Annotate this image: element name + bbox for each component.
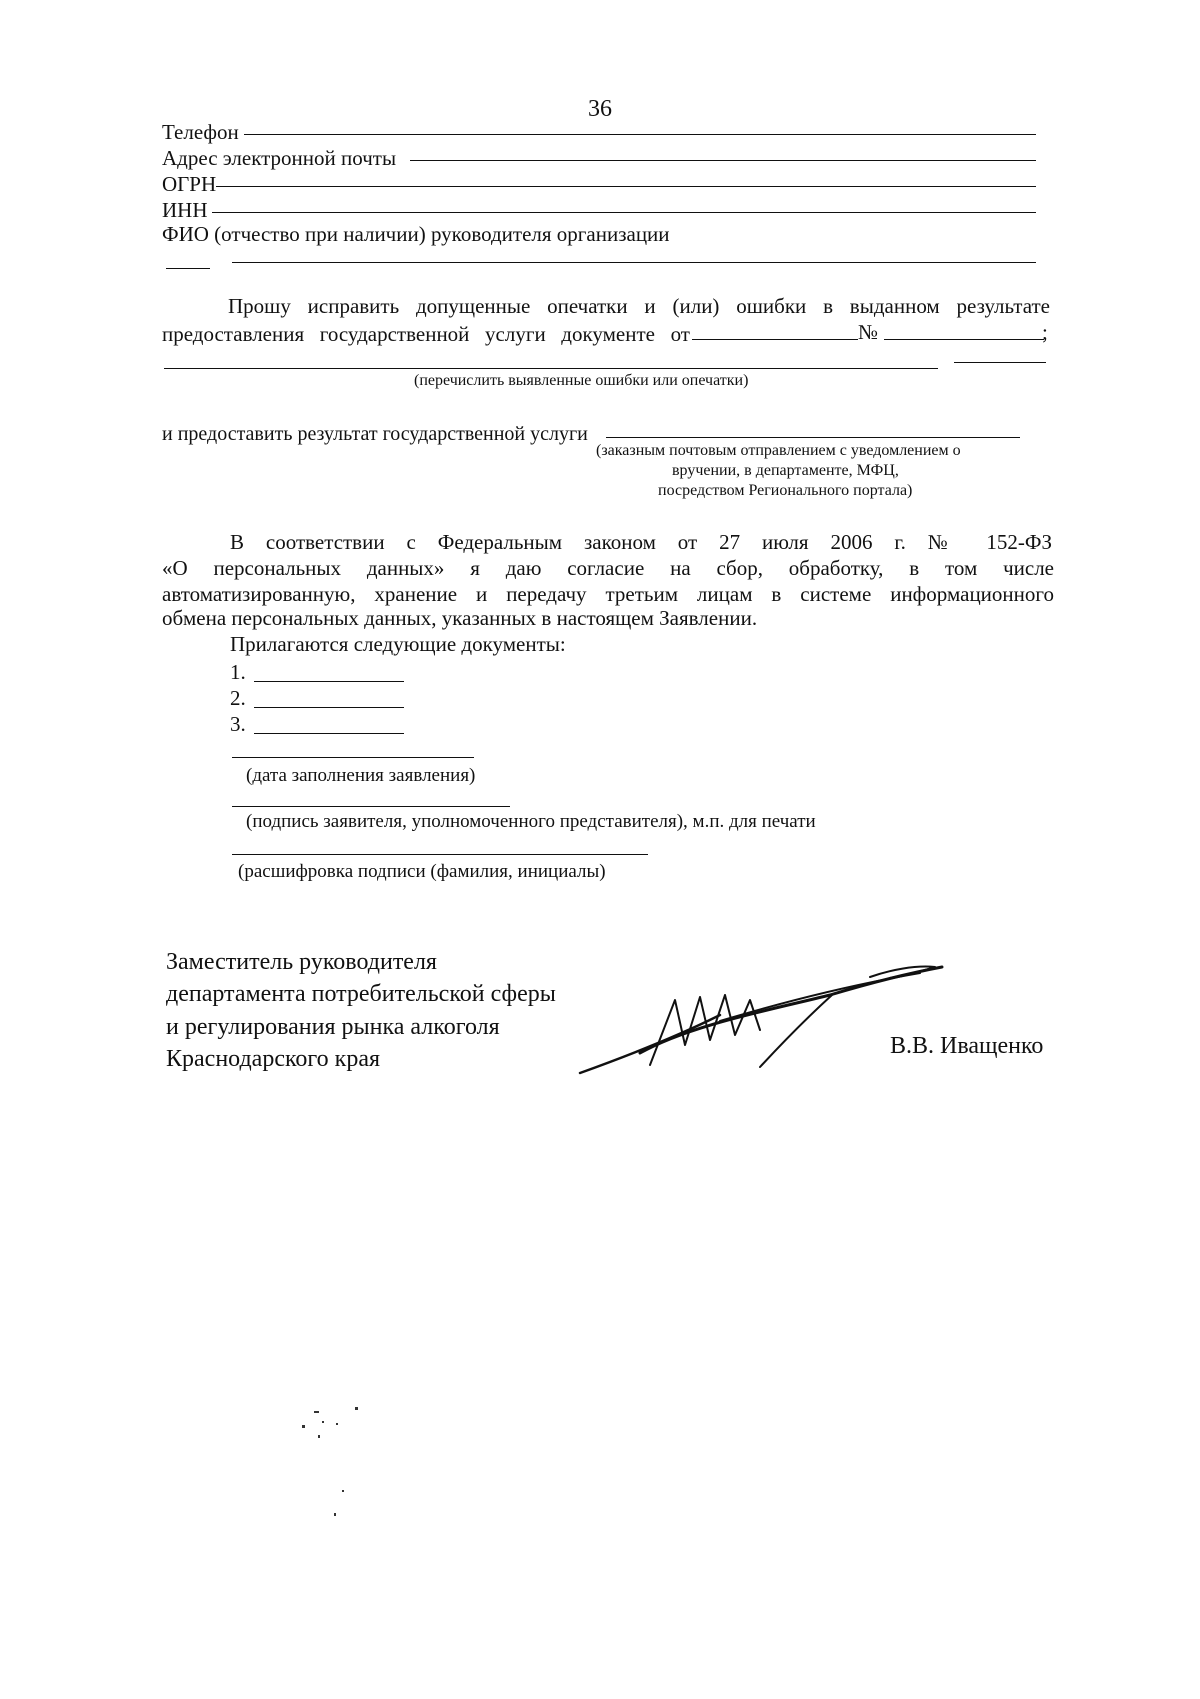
consent-line-4: обмена персональных данных, указанных в настоящем Заявлении. [162,606,758,630]
email-label: Адрес электронной почты [162,146,397,170]
decoding-caption: (расшифровка подписи (фамилия, инициалы) [238,861,606,882]
ogrn-field[interactable] [216,186,1036,187]
head-name-field-short[interactable] [166,268,210,269]
document-number-field[interactable] [884,339,1044,340]
signatory-title-line-2: департамента потребительской сферы [166,981,556,1008]
attachment-item-2-label: 2. [230,686,246,710]
decoding-field[interactable] [232,854,648,855]
email-field[interactable] [410,160,1036,161]
attachment-item-3-field[interactable] [254,733,404,734]
delivery-label: и предоставить результат государственной услуги [162,423,588,445]
page-number: 36 [588,96,612,122]
ogrn-label: ОГРН [162,172,217,196]
errors-field[interactable] [164,368,938,369]
delivery-method-field[interactable] [606,437,1020,438]
date-caption: (дата заполнения заявления) [246,765,476,786]
errors-field-extra[interactable] [954,362,1046,363]
inn-field[interactable] [212,212,1036,213]
attachment-item-3-label: 3. [230,712,246,736]
attachments-heading: Прилагаются следующие документы: [230,632,566,656]
signatory-name: В.В. Иващенко [890,1033,1044,1059]
inn-label: ИНН [162,198,208,222]
errors-caption: (перечислить выявленные ошибки или опечатки) [414,372,749,389]
request-line-1: Прошу исправить допущенные опечатки и (или) ошибки в выданном результате [228,294,1050,318]
signatory-title-line-4: Краснодарского края [166,1046,381,1073]
head-name-field[interactable] [232,262,1036,263]
scan-specks [300,1405,380,1555]
delivery-caption-3: посредством Регионального портала) [658,482,913,499]
semicolon: ; [1042,320,1048,344]
head-name-label: ФИО (отчество при наличии) руководителя организации [162,222,670,246]
date-field[interactable] [232,757,474,758]
number-sign: № [858,320,879,344]
attachment-item-2-field[interactable] [254,707,404,708]
signature-caption: (подпись заявителя, уполномоченного представителя), м.п. для печати [246,811,816,832]
request-line-2: предоставления государственной услуги документе от [162,322,690,346]
signature-field[interactable] [232,806,510,807]
consent-line-1: В соответствии с Федеральным законом от 27 июля 2006 г. № 152-ФЗ [230,530,1052,554]
signatory-title-line-1: Заместитель руководителя [166,949,437,975]
delivery-caption-1: (заказным почтовым отправлением с уведомлением о [596,442,961,459]
signatory-title [166,946,556,1076]
signatory-title-line-3: и регулирования рынка алкоголя [166,1013,500,1040]
phone-label: Телефон [162,120,239,144]
consent-line-2: «О персональных данных» я даю согласие на сбор, обработку, в том числе [162,556,1054,580]
consent-line-3: автоматизированную, хранение и передачу третьим лицам в системе информационного [162,582,1054,606]
document-date-field[interactable] [692,339,858,340]
attachment-item-1-label: 1. [230,660,246,684]
attachment-item-1-field[interactable] [254,681,404,682]
phone-field[interactable] [244,134,1036,135]
delivery-caption-2: вручении, в департаменте, МФЦ, [672,462,899,479]
